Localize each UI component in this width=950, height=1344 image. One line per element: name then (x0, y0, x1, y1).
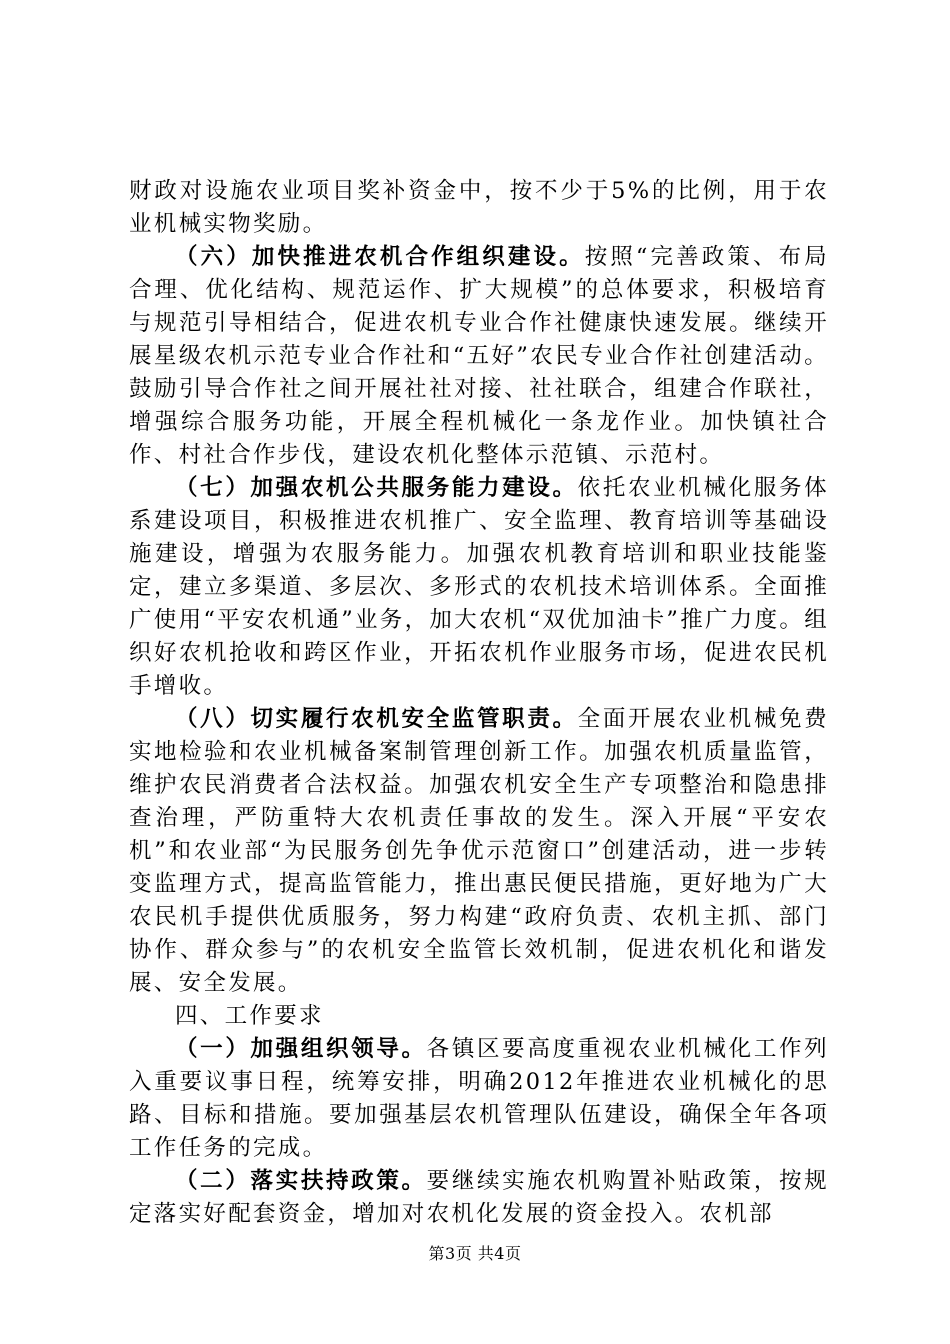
paragraph-continuation (129, 175, 829, 241)
paragraph-heading: （八）切实履行农机安全监管职责。 (175, 706, 578, 732)
paragraph-heading: （一）加强组织领导。 (175, 1036, 427, 1062)
page-number-footer: 第3页 共4页 (428, 1244, 522, 1263)
paragraph-section-8 (129, 703, 829, 1000)
document-body (129, 175, 829, 1231)
paragraph-heading: （六）加快推进农机合作组织建设。 (175, 244, 585, 270)
paragraph-heading: （七）加强农机公共服务能力建设。 (175, 475, 578, 501)
paragraph-text: 要继续实施农机购置补贴政策，按规定落实好配套资金，增加对农机化发展的资金投入。农机部 (129, 1168, 829, 1227)
paragraph-text: 按照“完善政策、布局合理、优化结构、规范运作、扩大规模”的总体要求，积极培育与规范引导相结合，促进农机专业合作社健康快速发展。继续开展星级农机示范专业合作社和“五好”农民专业合作社创建活动。鼓励引导合作社之间开展社社对接、社社联合，组建合作联社，增强综合服务功能，开展全程机械化一条龙作业。加快镇社合作、村社合作步伐，建设农机化整体示范镇、示范村。 (129, 244, 829, 468)
paragraph-text: 依托农业机械化服务体系建设项目，积极推进农机推广、安全监理、教育培训等基础设施建设，增强为农服务能力。加强农机教育培训和职业技能鉴定，建立多渠道、多层次、多形式的农机技术培训体系。全面推广使用“平安农机通”业务，加大农机“双优加油卡”推广力度。组织好农机抢收和跨区作业，开拓农机作业服务市场，促进农民机手增收。 (129, 475, 830, 699)
section-title-work-requirements (129, 1000, 829, 1033)
section-title-text: 四、工作要求 (175, 1003, 324, 1029)
paragraph-heading: （二）落实扶持政策。 (175, 1168, 427, 1194)
paragraph-section-7 (129, 472, 829, 703)
paragraph-text: 财政对设施农业项目奖补资金中，按不少于5%的比例，用于农业机械实物奖励。 (129, 178, 829, 237)
paragraph-text: 各镇区要高度重视农业机械化工作列入重要议事日程，统筹安排，明确2012年推进农业机械化的思路、目标和措施。要加强基层农机管理队伍建设，确保全年各项工作任务的完成。 (129, 1036, 829, 1161)
paragraph-requirement-2 (129, 1165, 829, 1231)
paragraph-section-6 (129, 241, 829, 472)
paragraph-text: 全面开展农业机械免费实地检验和农业机械备案制管理创新工作。加强农机质量监管，维护农民消费者合法权益。加强农机安全生产专项整治和隐患排查治理，严防重特大农机责任事故的发生。深入开展“平安农机”和农业部“为民服务创先争优示范窗口”创建活动，进一步转变监理方式，提高监管能力，推出惠民便民措施，更好地为广大农民机手提供优质服务，努力构建“政府负责、农机主抓、部门协作、群众参与”的农机安全监管长效机制，促进农机化和谐发展、安全发展。 (129, 706, 829, 996)
paragraph-requirement-1 (129, 1033, 829, 1165)
